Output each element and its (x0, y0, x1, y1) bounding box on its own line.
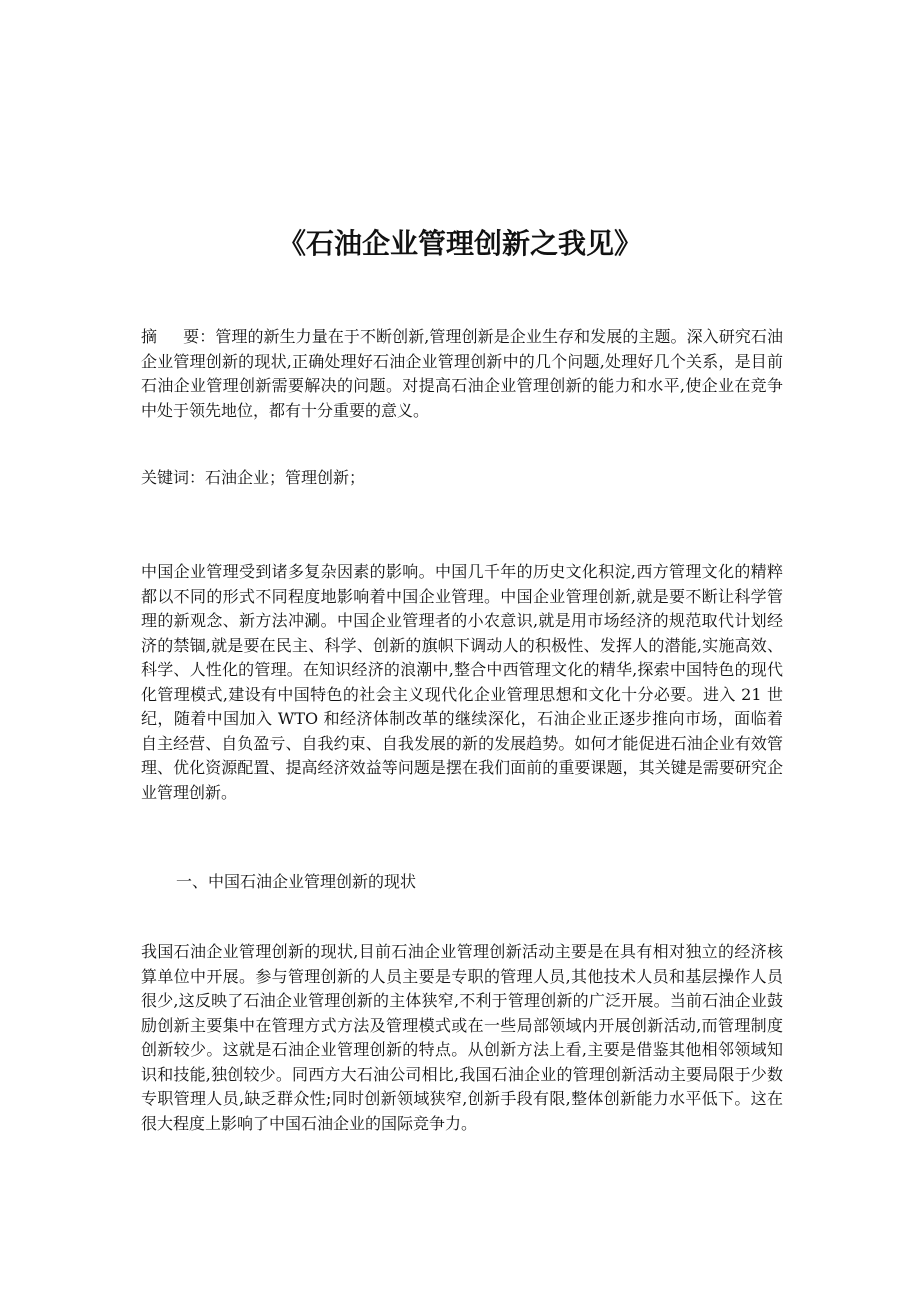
abstract-paragraph (141, 325, 783, 423)
section-1-paragraph: 我国石油企业管理创新的现状,目前石油企业管理创新活动主要是在具有相对独立的经济核算单位中开展。参与管理创新的人员主要是专职的管理人员,其他技术人员和基层操作人员很少,这反映了石油企业管理创新的主体狭窄,不利于管理创新的广泛开展。当前石油企业鼓励创新主要集中在管理方式方法及管理模式或在一些局部领域内开展创新活动,而管理制度创新较少。这就是石油企业管理创新的特点。从创新方法上看,主要是借鉴其他相邻领域知识和技能,独创较少。同西方大石油公司相比,我国石油企业的管理创新活动主要局限于少数专职管理人员,缺乏群众性;同时创新领域狭窄,创新手段有限,整体创新能力水平低下。这在很大程度上影响了中国石油企业的国际竞争力。 (141, 942, 783, 1133)
section-1-heading: 一、中国石油企业管理创新的现状 (176, 872, 417, 891)
document-title: 《石油企业管理创新之我见》 (277, 227, 642, 260)
intro-paragraph: 中国企业管理受到诸多复杂因素的影响。中国几千年的历史文化积淀,西方管理文化的精粹都以不同的形式不同程度地影响着中国企业管理。中国企业管理创新,就是要不断让科学管理的新观念、新方法冲涮。中国企业管理者的小农意识,就是用市场经济的规范取代计划经济的禁锢,就是要在民主、科学、创新的旗帜下调动人的积极性、发挥人的潜能,实施高效、科学、人性化的管理。在知识经济的浪潮中,整合中西管理文化的精华,探索中国特色的现代化管理模式,建设有中国特色的社会主义现代化企业管理思想和文化十分必要。进入 21 世纪，随着中国加入 WTO 和经济体制改革的继续深化，石油企业正逐步推向市场，面临着自主经营、自负盈亏、自我约束、自我发展的新的发展趋势。如何才能促进石油企业有效管理、优化资源配置、提高经济效益等问题是摆在我们面前的重要课题，其关键是需要研究企业管理创新。 (141, 562, 783, 802)
abstract-label-first-char: 摘 (141, 327, 158, 346)
abstract-label-second-char: 要： (183, 327, 216, 346)
keywords-line: 关键词：石油企业；管理创新； (141, 468, 366, 487)
abstract-text: 管理的新生力量在于不断创新,管理创新是企业生存和发展的主题。深入研究石油企业管理创新的现状,正确处理好石油企业管理创新中的几个问题,处理好几个关系，是目前石油企业管理创新需要解决的问题。对提高石油企业管理创新的能力和水平,使企业在竞争中处于领先地位，都有十分重要的意义。 (141, 327, 783, 420)
